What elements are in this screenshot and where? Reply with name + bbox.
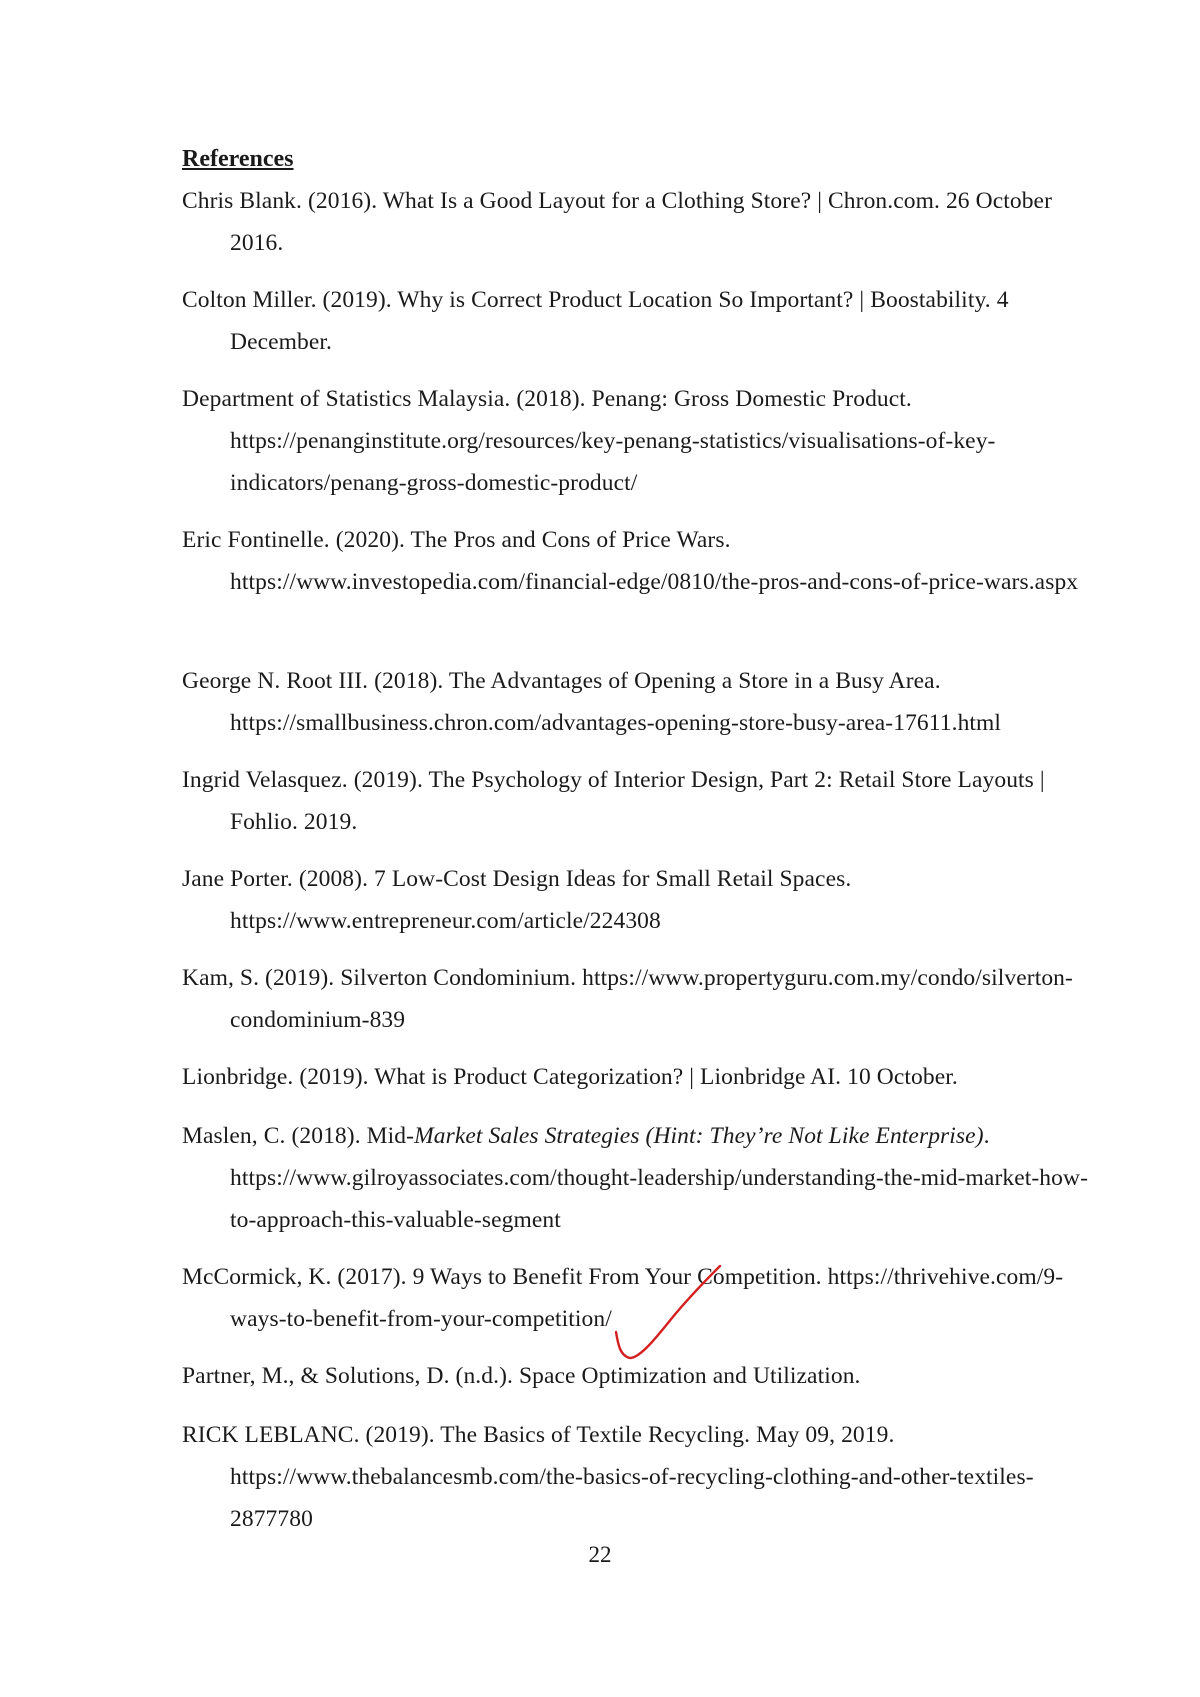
reference-entry-10-italic-title: Market Sales Strategies (Hint: They’re Not Like Enterprise) [414, 1123, 984, 1149]
reference-entry-5: George N. Root III. (2018). The Advantages of Opening a Store in a Busy Area. https://smallbusiness.chron.com/advantages-opening-store-busy-area-17611.html [182, 668, 1002, 736]
reference-entry-7: Jane Porter. (2008). 7 Low-Cost Design Ideas for Small Retail Spaces. https://www.entrepreneur.com/article/224308 [182, 866, 852, 934]
reference-entry-10-suffix: . https://www.gilroyassociates.com/thought-leadership/understanding-the-mid-market-how-to-approach-this-valuable-segment [230, 1123, 1088, 1233]
reference-entry-4: Eric Fontinelle. (2020). The Pros and Cons of Price Wars. https://www.investopedia.com/financial-edge/0810/the-pros-and-cons-of-price-wars.aspx [182, 527, 1079, 595]
reference-entry-11: McCormick, K. (2017). 9 Ways to Benefit From Your Competition. https://thrivehive.com/9-ways-to-benefit-from-your-competition/ [182, 1264, 1064, 1332]
page-number: 22 [588, 1542, 612, 1567]
reference-entry-9: Lionbridge. (2019). What is Product Categorization? | Lionbridge AI. 10 October. [182, 1064, 958, 1090]
reference-entry-10 [182, 1115, 1090, 1241]
reference-entry-10-prefix: Maslen, C. (2018). Mid- [182, 1123, 415, 1149]
reference-entry-6: Ingrid Velasquez. (2019). The Psychology of Interior Design, Part 2: Retail Store Layouts | Fohlio. 2019. [182, 767, 1045, 835]
references-heading: References [182, 146, 294, 172]
reference-entry-12: Partner, M., & Solutions, D. (n.d.). Space Optimization and Utilization. [182, 1363, 861, 1389]
reference-entry-2: Colton Miller. (2019). Why is Correct Product Location So Important? | Boostability. 4 December. [182, 287, 1009, 355]
reference-entry-8: Kam, S. (2019). Silverton Condominium. https://www.propertyguru.com.my/condo/silverton-condominium-839 [182, 965, 1073, 1033]
reference-entry-3: Department of Statistics Malaysia. (2018). Penang: Gross Domestic Product. https://penanginstitute.org/resources/key-penang-statistics/visualisations-of-key-indicators/penang-gross-domestic-product/ [182, 386, 996, 496]
reference-entry-13: RICK LEBLANC. (2019). The Basics of Textile Recycling. May 09, 2019. https://www.thebalancesmb.com/the-basics-of-recycling-clothing-and-other-textiles-2877780 [182, 1422, 1034, 1532]
reference-entry-1: Chris Blank. (2016). What Is a Good Layout for a Clothing Store? | Chron.com. 26 October 2016. [182, 188, 1053, 256]
